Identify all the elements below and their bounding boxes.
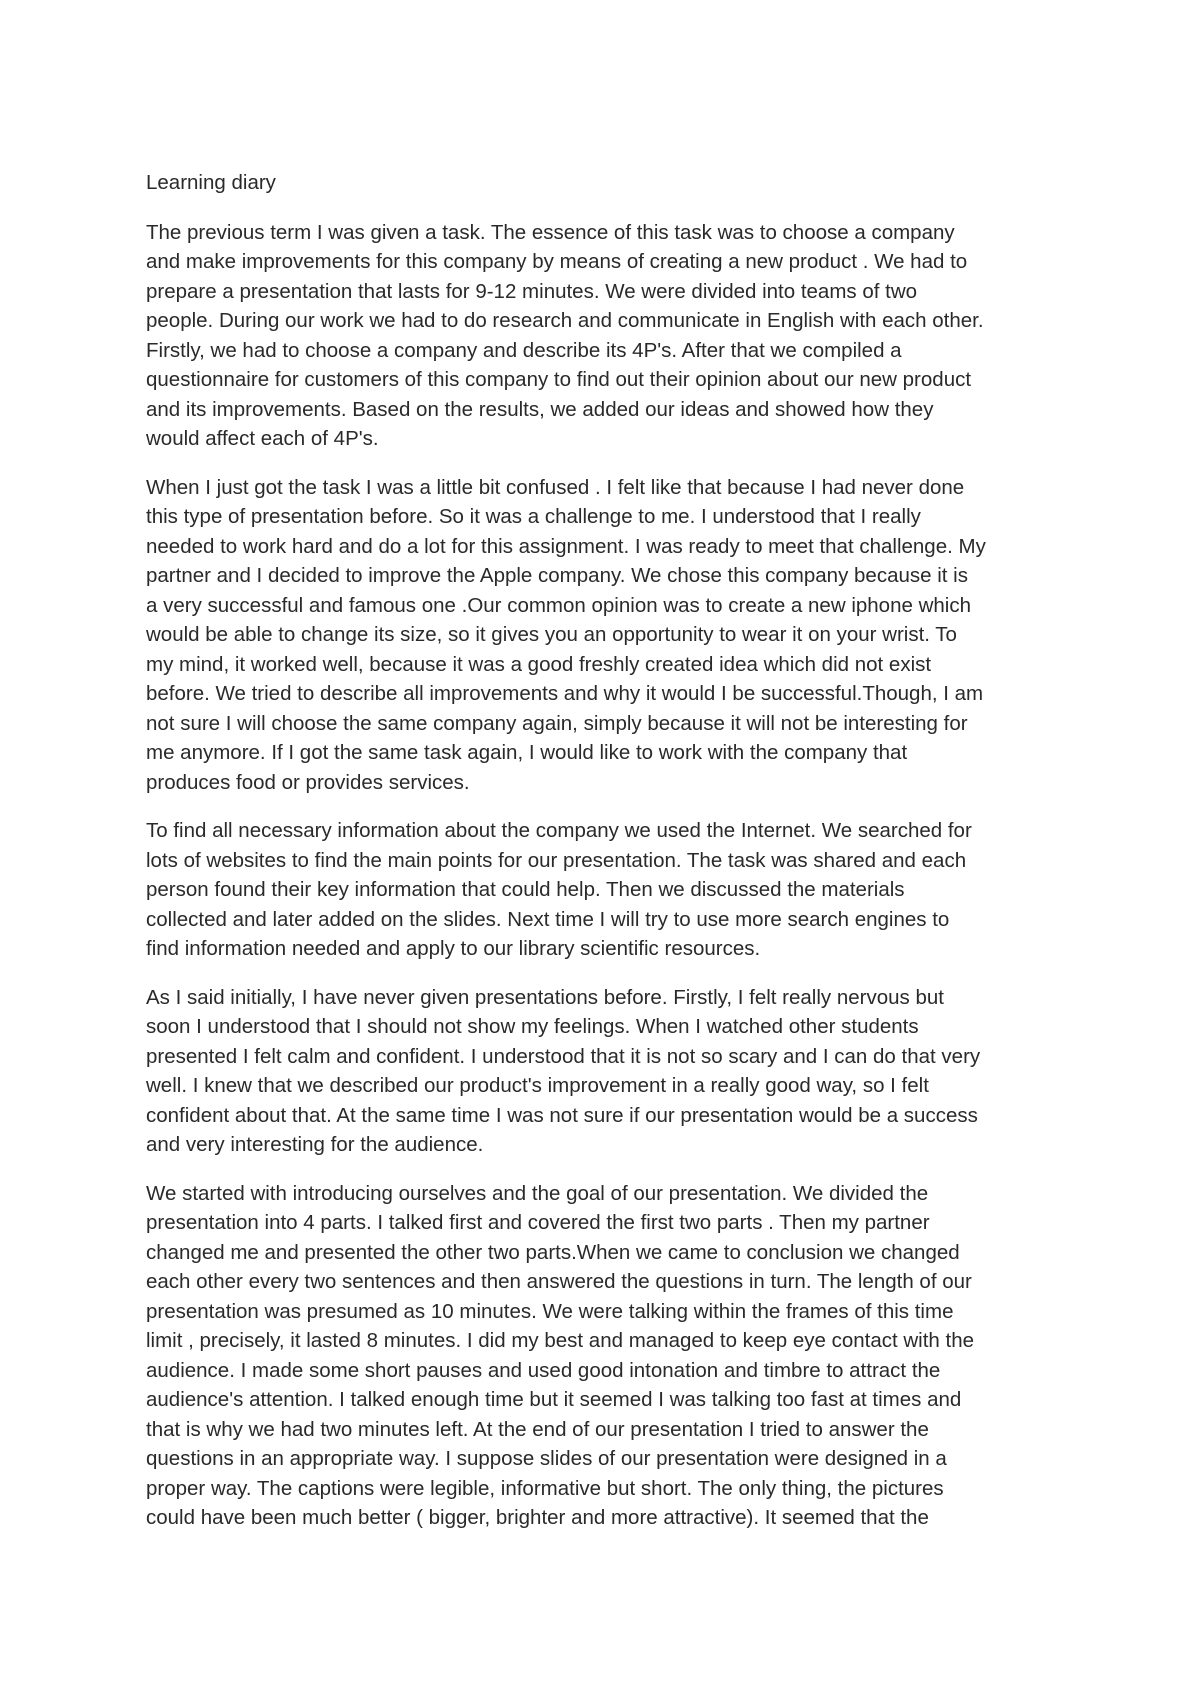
paragraph-line: would affect each of 4P's.: [146, 427, 379, 450]
paragraph-line: person found their key information that could help. Then we discussed the materials: [146, 878, 905, 901]
paragraph-line: presented I felt calm and confident. I understood that it is not so scary and I can do that very: [146, 1044, 981, 1068]
paragraph-line: lots of websites to find the main points for our presentation. The task was shared and each: [146, 848, 967, 872]
paragraph: [146, 1179, 1066, 1533]
paragraph-line: me anymore. If I got the same task again, I would like to work with the company that: [146, 741, 908, 764]
paragraph-list: [146, 218, 1066, 1533]
paragraph: [146, 473, 1066, 798]
paragraph-line: questions in an appropriate way. I suppose slides of our presentation were designed in a: [146, 1447, 947, 1470]
paragraph-line: To find all necessary information about the company we used the Internet. We searched for: [146, 819, 972, 842]
paragraph: [146, 218, 1066, 454]
paragraph-line: As I said initially, I have never given presentations before. Firstly, I felt really nervous but: [146, 985, 944, 1009]
paragraph-line: When I just got the task I was a little bit confused . I felt like that because I had never done: [146, 475, 965, 499]
paragraph-line: before. We tried to describe all improvements and why it would I be successful.Though, I am: [146, 682, 984, 705]
paragraph-line: not sure I will choose the same company again, simply because it will not be interesting for: [146, 711, 968, 735]
paragraph-line: partner and I decided to improve the Apple company. We chose this company because it is: [146, 564, 968, 587]
paragraph-line: find information needed and apply to our library scientific resources.: [146, 937, 761, 960]
paragraph-line: could have been much better ( bigger, brighter and more attractive). It seemed that the: [146, 1506, 929, 1529]
paragraph-line: audience's attention. I talked enough time but it seemed I was talking too fast at times and: [146, 1388, 962, 1411]
paragraph-line: that is why we had two minutes left. At the end of our presentation I tried to answer the: [146, 1417, 929, 1441]
paragraph-line: and very interesting for the audience.: [146, 1133, 484, 1156]
paragraph-line: my mind, it worked well, because it was a good freshly created idea which did not exist: [146, 652, 932, 676]
paragraph-line: each other every two sentences and then answered the questions in turn. The length of our: [146, 1270, 972, 1293]
paragraph-line: well. I knew that we described our product's improvement in a really good way, so I felt: [146, 1074, 929, 1097]
paragraph-line: and its improvements. Based on the results, we added our ideas and showed how they: [146, 397, 934, 421]
paragraph-line: confident about that. At the same time I was not sure if our presentation would be a success: [146, 1103, 978, 1127]
paragraph-line: questionnaire for customers of this company to find out their opinion about our new product: [146, 368, 972, 391]
paragraph-line: changed me and presented the other two parts.When we came to conclusion we changed: [146, 1240, 960, 1264]
paragraph-line: and make improvements for this company by means of creating a new product . We had to: [146, 250, 968, 273]
paragraph-line: collected and later added on the slides. Next time I will try to use more search engines to: [146, 907, 950, 931]
paragraph-line: The previous term I was given a task. The essence of this task was to choose a company: [146, 220, 955, 244]
paragraph-line: would be able to change its size, so it gives you an opportunity to wear it on your wrist. To: [146, 623, 957, 646]
paragraph-line: needed to work hard and do a lot for this assignment. I was ready to meet that challenge. My: [146, 534, 986, 558]
paragraph: [146, 816, 1066, 964]
paragraph-line: prepare a presentation that lasts for 9-12 minutes. We were divided into teams of two: [146, 279, 918, 303]
paragraph-line: produces food or provides services.: [146, 770, 470, 794]
paragraph-line: soon I understood that I should not show my feelings. When I watched other students: [146, 1015, 919, 1038]
paragraph-line: people. During our work we had to do research and communicate in English with each other.: [146, 309, 984, 332]
paragraph-line: We started with introducing ourselves and the goal of our presentation. We divided the: [146, 1181, 929, 1205]
paragraph-line: limit , precisely, it lasted 8 minutes. I did my best and managed to keep eye contact with the: [146, 1329, 975, 1352]
document-body: [146, 168, 1066, 1552]
document-title: Learning diary: [146, 171, 276, 194]
paragraph-line: presentation into 4 parts. I talked first and covered the first two parts . Then my partner: [146, 1211, 930, 1234]
paragraph-line: Firstly, we had to choose a company and describe its 4P's. After that we compiled a: [146, 338, 902, 362]
paragraph-line: this type of presentation before. So it was a challenge to me. I understood that I really: [146, 505, 921, 528]
paragraph-line: a very successful and famous one .Our common opinion was to create a new iphone which: [146, 593, 971, 617]
paragraph-line: audience. I made some short pauses and used good intonation and timbre to attract the: [146, 1358, 941, 1382]
paragraph-line: presentation was presumed as 10 minutes. We were talking within the frames of this time: [146, 1299, 954, 1323]
paragraph-line: proper way. The captions were legible, informative but short. The only thing, the pictures: [146, 1476, 944, 1500]
paragraph: [146, 983, 1066, 1160]
